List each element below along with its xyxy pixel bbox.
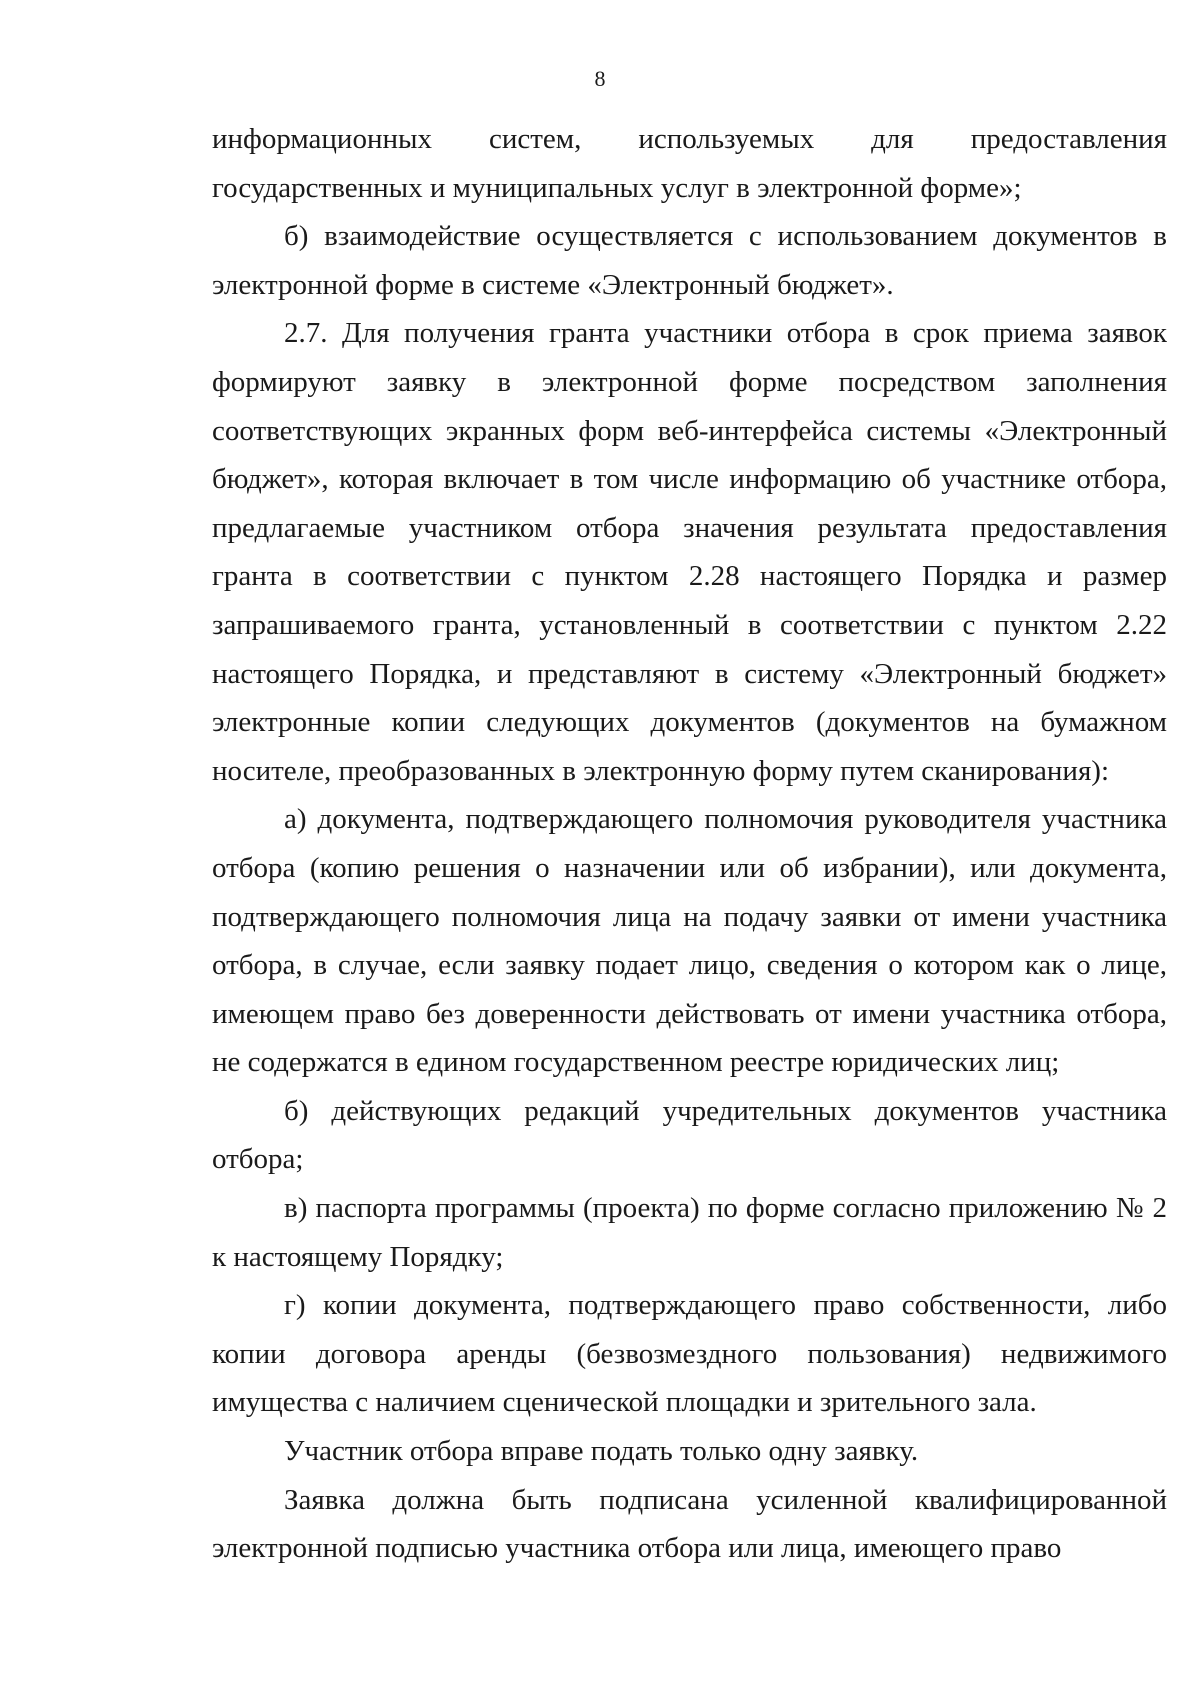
paragraph-signature: Заявка должна быть подписана усиленной квалифицированной электронной подписью участника отбора или лица, имеющего право — [212, 1483, 1167, 1565]
list-item-b: б) действующих редакций учредительных документов участника отбора; — [212, 1094, 1167, 1176]
page-number: 8 — [594, 66, 606, 91]
list-item-a: а) документа, подтверждающего полномочия руководителя участника отбора (копию решения о назначении или об избрании), или документа, подтверждающего полномочия лица на подачу заявки от имени участника отбора, в случае, если заявку подает лицо, сведения о котором как о лице, имеющем право без доверенности действовать от имени участника отбора, не содержатся в едином государственном реестре юридических лиц; — [212, 803, 1167, 1079]
document-body — [212, 115, 1167, 1573]
list-item-g: г) копии документа, подтверждающего право собственности, либо копии договора аренды (безвозмездного пользования) недвижимого имущества с наличием сценической площадки и зрительного зала. — [212, 1289, 1167, 1419]
paragraph-item-b-interaction: б) взаимодействие осуществляется с использованием документов в электронной форме в системе «Электронный бюджет». — [212, 220, 1167, 301]
list-item-v: в) паспорта программы (проекта) по форме согласно приложению № 2 к настоящему Порядку; — [212, 1192, 1167, 1273]
paragraph-2-7: 2.7. Для получения гранта участники отбора в срок приема заявок формируют заявку в электронной форме посредством заполнения соответствующих экранных форм веб-интерфейса системы «Электронный бюджет», которая включает в том числе информацию об участнике отбора, предлагаемые участником отбора значения результата предоставления гранта в соответствии с пунктом 2.28 настоящего Порядка и размер запрашиваемого гранта, установленный в соответствии с пунктом 2.22 настоящего Порядка, и представляют в систему «Электронный бюджет» электронные копии следующих документов (документов на бумажном носителе, преобразованных в электронную форму путем сканирования): — [212, 317, 1167, 787]
paragraph-single-application: Участник отбора вправе подать только одну заявку. — [284, 1435, 919, 1468]
paragraph-continuation: информационных систем, используемых для предоставления государственных и муниципальных услуг в электронной форме»; — [212, 123, 1167, 204]
